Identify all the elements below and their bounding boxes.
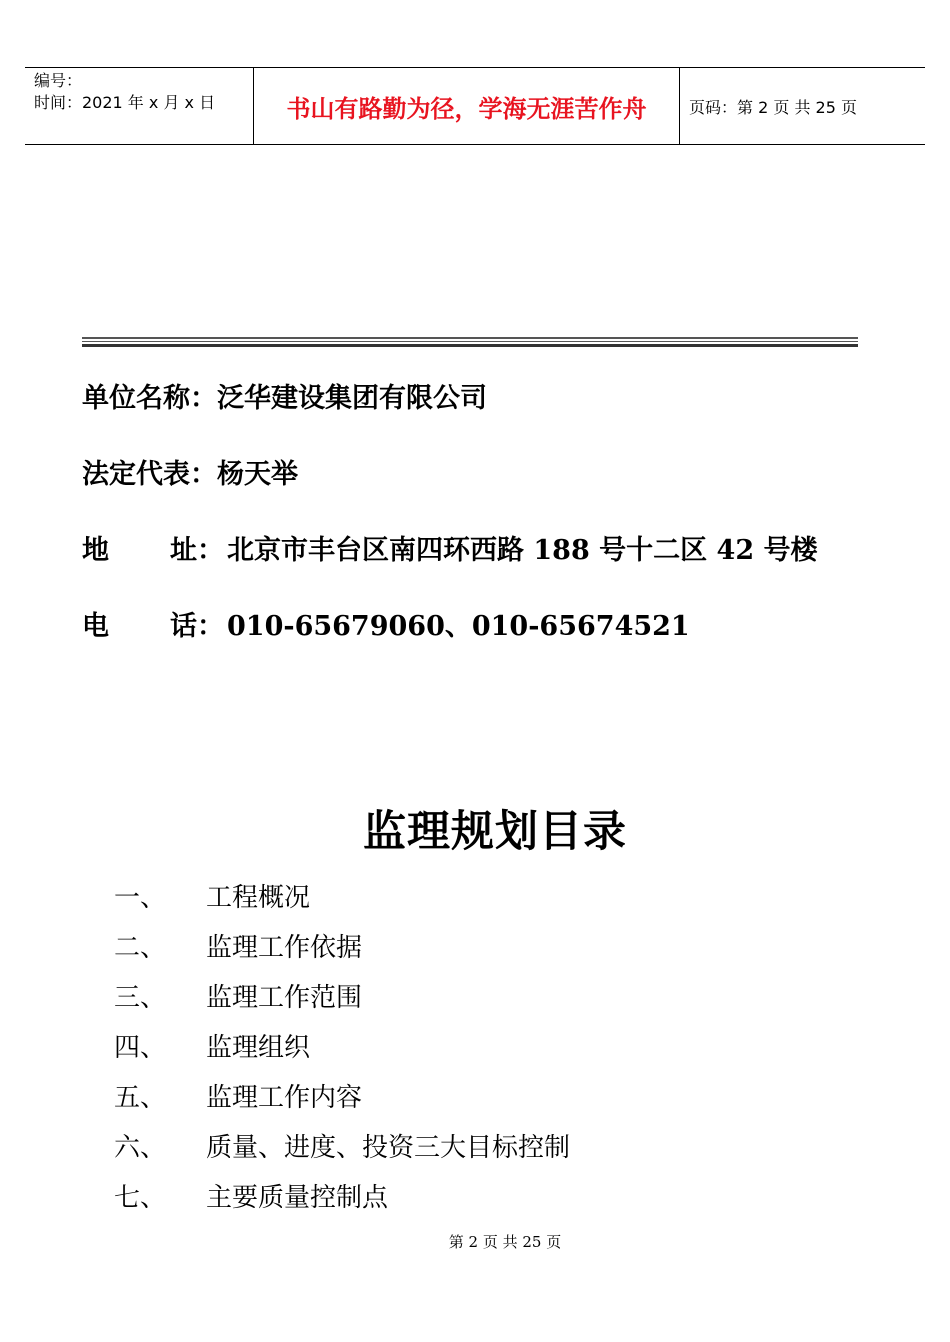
divider xyxy=(82,337,858,339)
toc-item-number: 二、 xyxy=(114,932,167,963)
header-motto-cell xyxy=(254,68,680,144)
toc-list xyxy=(110,870,570,1220)
representative-label: 法定代表： xyxy=(82,459,217,490)
phone-label xyxy=(82,604,227,643)
company-line xyxy=(82,376,487,415)
toc-item-number: 三、 xyxy=(114,982,167,1013)
address-label-a: 地 xyxy=(82,535,109,566)
toc-item xyxy=(110,970,570,1020)
company-label: 单位名称： xyxy=(82,383,217,414)
phone-value: 010-65679060、010-65674521 xyxy=(227,611,690,642)
divider xyxy=(82,341,858,342)
toc-item-text: 质量、进度、投资三大目标控制 xyxy=(206,1132,571,1163)
time-label: 时间：2021 年 x 月 x 日 xyxy=(34,93,216,112)
motto: 书山有路勤为径，学海无涯苦作舟 xyxy=(286,94,647,123)
toc-item xyxy=(110,920,570,970)
toc-item xyxy=(110,1120,570,1170)
toc-item-text: 监理组织 xyxy=(206,1032,311,1063)
toc-item-text: 工程概况 xyxy=(206,882,311,913)
header-page-cell xyxy=(680,68,925,144)
number-label: 编号： xyxy=(34,71,83,90)
header-meta xyxy=(25,68,254,144)
address-label xyxy=(82,528,227,567)
toc-item-text: 监理工作内容 xyxy=(206,1082,363,1113)
toc-item xyxy=(110,1020,570,1070)
toc-item-number: 五、 xyxy=(114,1082,167,1113)
toc-item-number: 四、 xyxy=(114,1032,167,1063)
company-name: 泛华建设集团有限公司 xyxy=(217,383,487,414)
phone-label-b: 话： xyxy=(170,611,224,642)
toc-item xyxy=(110,1070,570,1120)
phone-line xyxy=(82,604,690,643)
toc-item-text: 监理工作依据 xyxy=(206,932,363,963)
toc-item-number: 六、 xyxy=(114,1132,167,1163)
toc-item-text: 主要质量控制点 xyxy=(206,1182,389,1213)
address-label-b: 址： xyxy=(170,535,224,566)
phone-label-a: 电 xyxy=(82,611,109,642)
page-info: 页码：第 2 页 共 25 页 xyxy=(689,97,857,117)
address-line xyxy=(82,528,818,567)
document-header xyxy=(25,67,925,145)
toc-item-number: 一、 xyxy=(114,882,167,913)
toc-item-text: 监理工作范围 xyxy=(206,982,363,1013)
toc-title: 监理规划目录 xyxy=(363,807,627,857)
representative-name: 杨天举 xyxy=(217,459,298,490)
representative-line xyxy=(82,452,298,491)
page-footer: 第 2 页 共 25 页 xyxy=(448,1233,562,1251)
toc-item xyxy=(110,1170,570,1220)
toc-item xyxy=(110,870,570,920)
toc-item-number: 七、 xyxy=(114,1182,167,1213)
address-value: 北京市丰台区南四环西路 188 号十二区 42 号楼 xyxy=(227,535,818,566)
divider xyxy=(82,344,858,347)
